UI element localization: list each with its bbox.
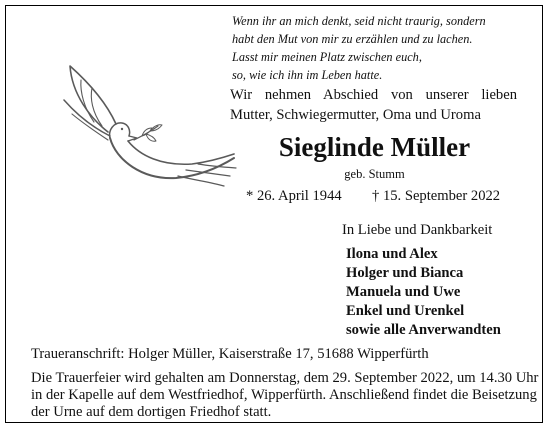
service-line: Die Trauerfeier wird gehalten am Donnerstag, dem 29. September 2022, um 14.30 Uhr xyxy=(31,370,539,386)
intro-line-1: Wir nehmen Abschied von unserer lieben xyxy=(230,87,517,103)
dove-icon xyxy=(58,60,238,190)
deceased-name: Sieglinde Müller xyxy=(278,132,471,162)
poem xyxy=(232,12,532,84)
service-details xyxy=(31,370,538,421)
farewell-intro xyxy=(230,85,517,125)
mourner: Manuela und Uwe xyxy=(346,284,461,300)
mourners-list xyxy=(346,245,501,340)
poem-line: so, wie ich ihn im Leben hatte. xyxy=(232,68,383,82)
poem-line: Lasst mir meinen Platz zwischen euch, xyxy=(232,50,422,64)
service-line: in der Kapelle auf dem Westfriedhof, Wipperfürth. Anschließend findet die Beisetzung xyxy=(31,387,537,403)
death-date: † 15. September 2022 xyxy=(372,188,501,204)
poem-line: Wenn ihr an mich denkt, seid nicht traurig, sondern xyxy=(232,14,486,28)
closing-phrase: In Liebe und Dankbarkeit xyxy=(342,222,493,238)
maiden-name: geb. Stumm xyxy=(344,167,405,181)
mourning-address: Traueranschrift: Holger Müller, Kaiserstraße 17, 51688 Wipperfürth xyxy=(31,346,429,362)
poem-line: habt den Mut von mir zu erzählen und zu lachen. xyxy=(232,32,473,46)
intro-line-2: Mutter, Schwiegermutter, Oma und Uroma xyxy=(230,107,481,123)
service-line: der Urne auf dem dortigen Friedhof statt. xyxy=(31,404,272,420)
mourner: Holger und Bianca xyxy=(346,265,464,281)
mourner: Enkel und Urenkel xyxy=(346,303,465,319)
birth-date: * 26. April 1944 xyxy=(246,188,342,204)
mourner: Ilona und Alex xyxy=(346,246,438,262)
mourner: sowie alle Anverwandten xyxy=(346,322,501,338)
